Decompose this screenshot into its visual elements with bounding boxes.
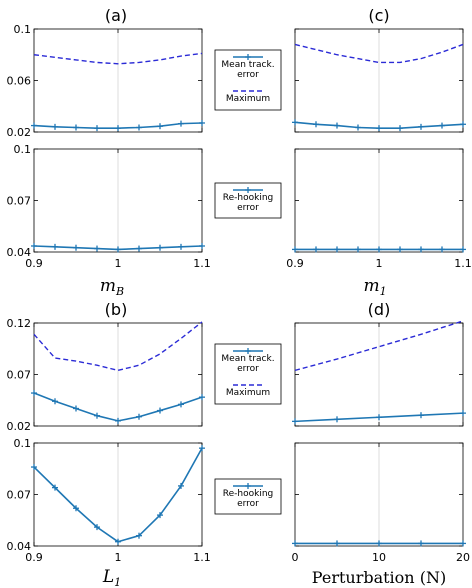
panel-title-b: (b) <box>104 300 128 319</box>
axes-b-bottom <box>7 437 211 564</box>
panel-title-c: (c) <box>368 6 390 25</box>
legend-bottom-a-c <box>215 183 281 218</box>
axes-a-top <box>7 23 206 139</box>
axes-a-bottom <box>7 143 211 270</box>
xtick-label: 1.1 <box>193 551 211 564</box>
legend-label: error <box>237 203 259 213</box>
ytick-label: 0.02 <box>6 126 31 139</box>
legend-label: Mean track. <box>221 60 275 70</box>
legend-bottom-b-d <box>215 479 281 514</box>
xtick-label: 1 <box>114 257 122 270</box>
axes-b-top <box>7 317 206 433</box>
xtick-label: 0.9 <box>25 257 43 270</box>
legend-label: Maximum <box>225 388 271 398</box>
ytick-label: 0.04 <box>6 540 31 553</box>
xlabel-m1: $m_1$ <box>363 276 387 298</box>
ytick-label: 0.1 <box>13 143 31 156</box>
ytick-label: 0.07 <box>6 194 31 208</box>
axes-c-bottom <box>286 149 472 270</box>
xtick-label: 1 <box>114 551 122 564</box>
legend-label: Re-hooking <box>222 489 274 499</box>
xtick-label: 0 <box>291 551 299 564</box>
xlabel-L1: $L_1$ <box>102 567 122 588</box>
xtick-label: 1.1 <box>193 257 211 270</box>
legend-label: Re-hooking <box>222 193 274 203</box>
ytick-label: 0.1 <box>13 437 31 450</box>
panel-title-d: (d) <box>367 300 391 319</box>
xtick-label: 20 <box>456 551 470 564</box>
xtick-label: 0.9 <box>25 551 43 564</box>
ytick-label: 0.1 <box>13 23 31 36</box>
axes-c-top <box>292 29 466 132</box>
legend-top-a-c <box>215 50 281 110</box>
legend-label: error <box>237 364 259 374</box>
axes-d-bottom <box>292 443 471 564</box>
xlabel-perturbation: Perturbation (N) <box>311 568 447 587</box>
ytick-label: 0.07 <box>6 368 31 382</box>
panel-title-a: (a) <box>104 6 128 25</box>
xtick-label: 1.1 <box>454 257 472 270</box>
legend-label: Mean track. <box>221 354 275 364</box>
legend-label: Maximum <box>225 94 271 104</box>
axes-d-top <box>292 321 466 426</box>
xtick-label: 1 <box>375 257 383 270</box>
legend-top-b-d <box>215 344 281 404</box>
xlabel-mB: $m_B$ <box>99 276 125 298</box>
legend-label: error <box>237 70 259 80</box>
ytick-label: 0.02 <box>6 420 31 433</box>
ytick-label: 0.06 <box>6 74 31 88</box>
ytick-label: 0.12 <box>6 317 31 330</box>
xtick-label: 0.9 <box>286 257 304 270</box>
ytick-label: 0.04 <box>6 246 31 259</box>
legend-label: error <box>237 499 259 509</box>
ytick-label: 0.07 <box>6 488 31 502</box>
xtick-label: 10 <box>372 551 386 564</box>
